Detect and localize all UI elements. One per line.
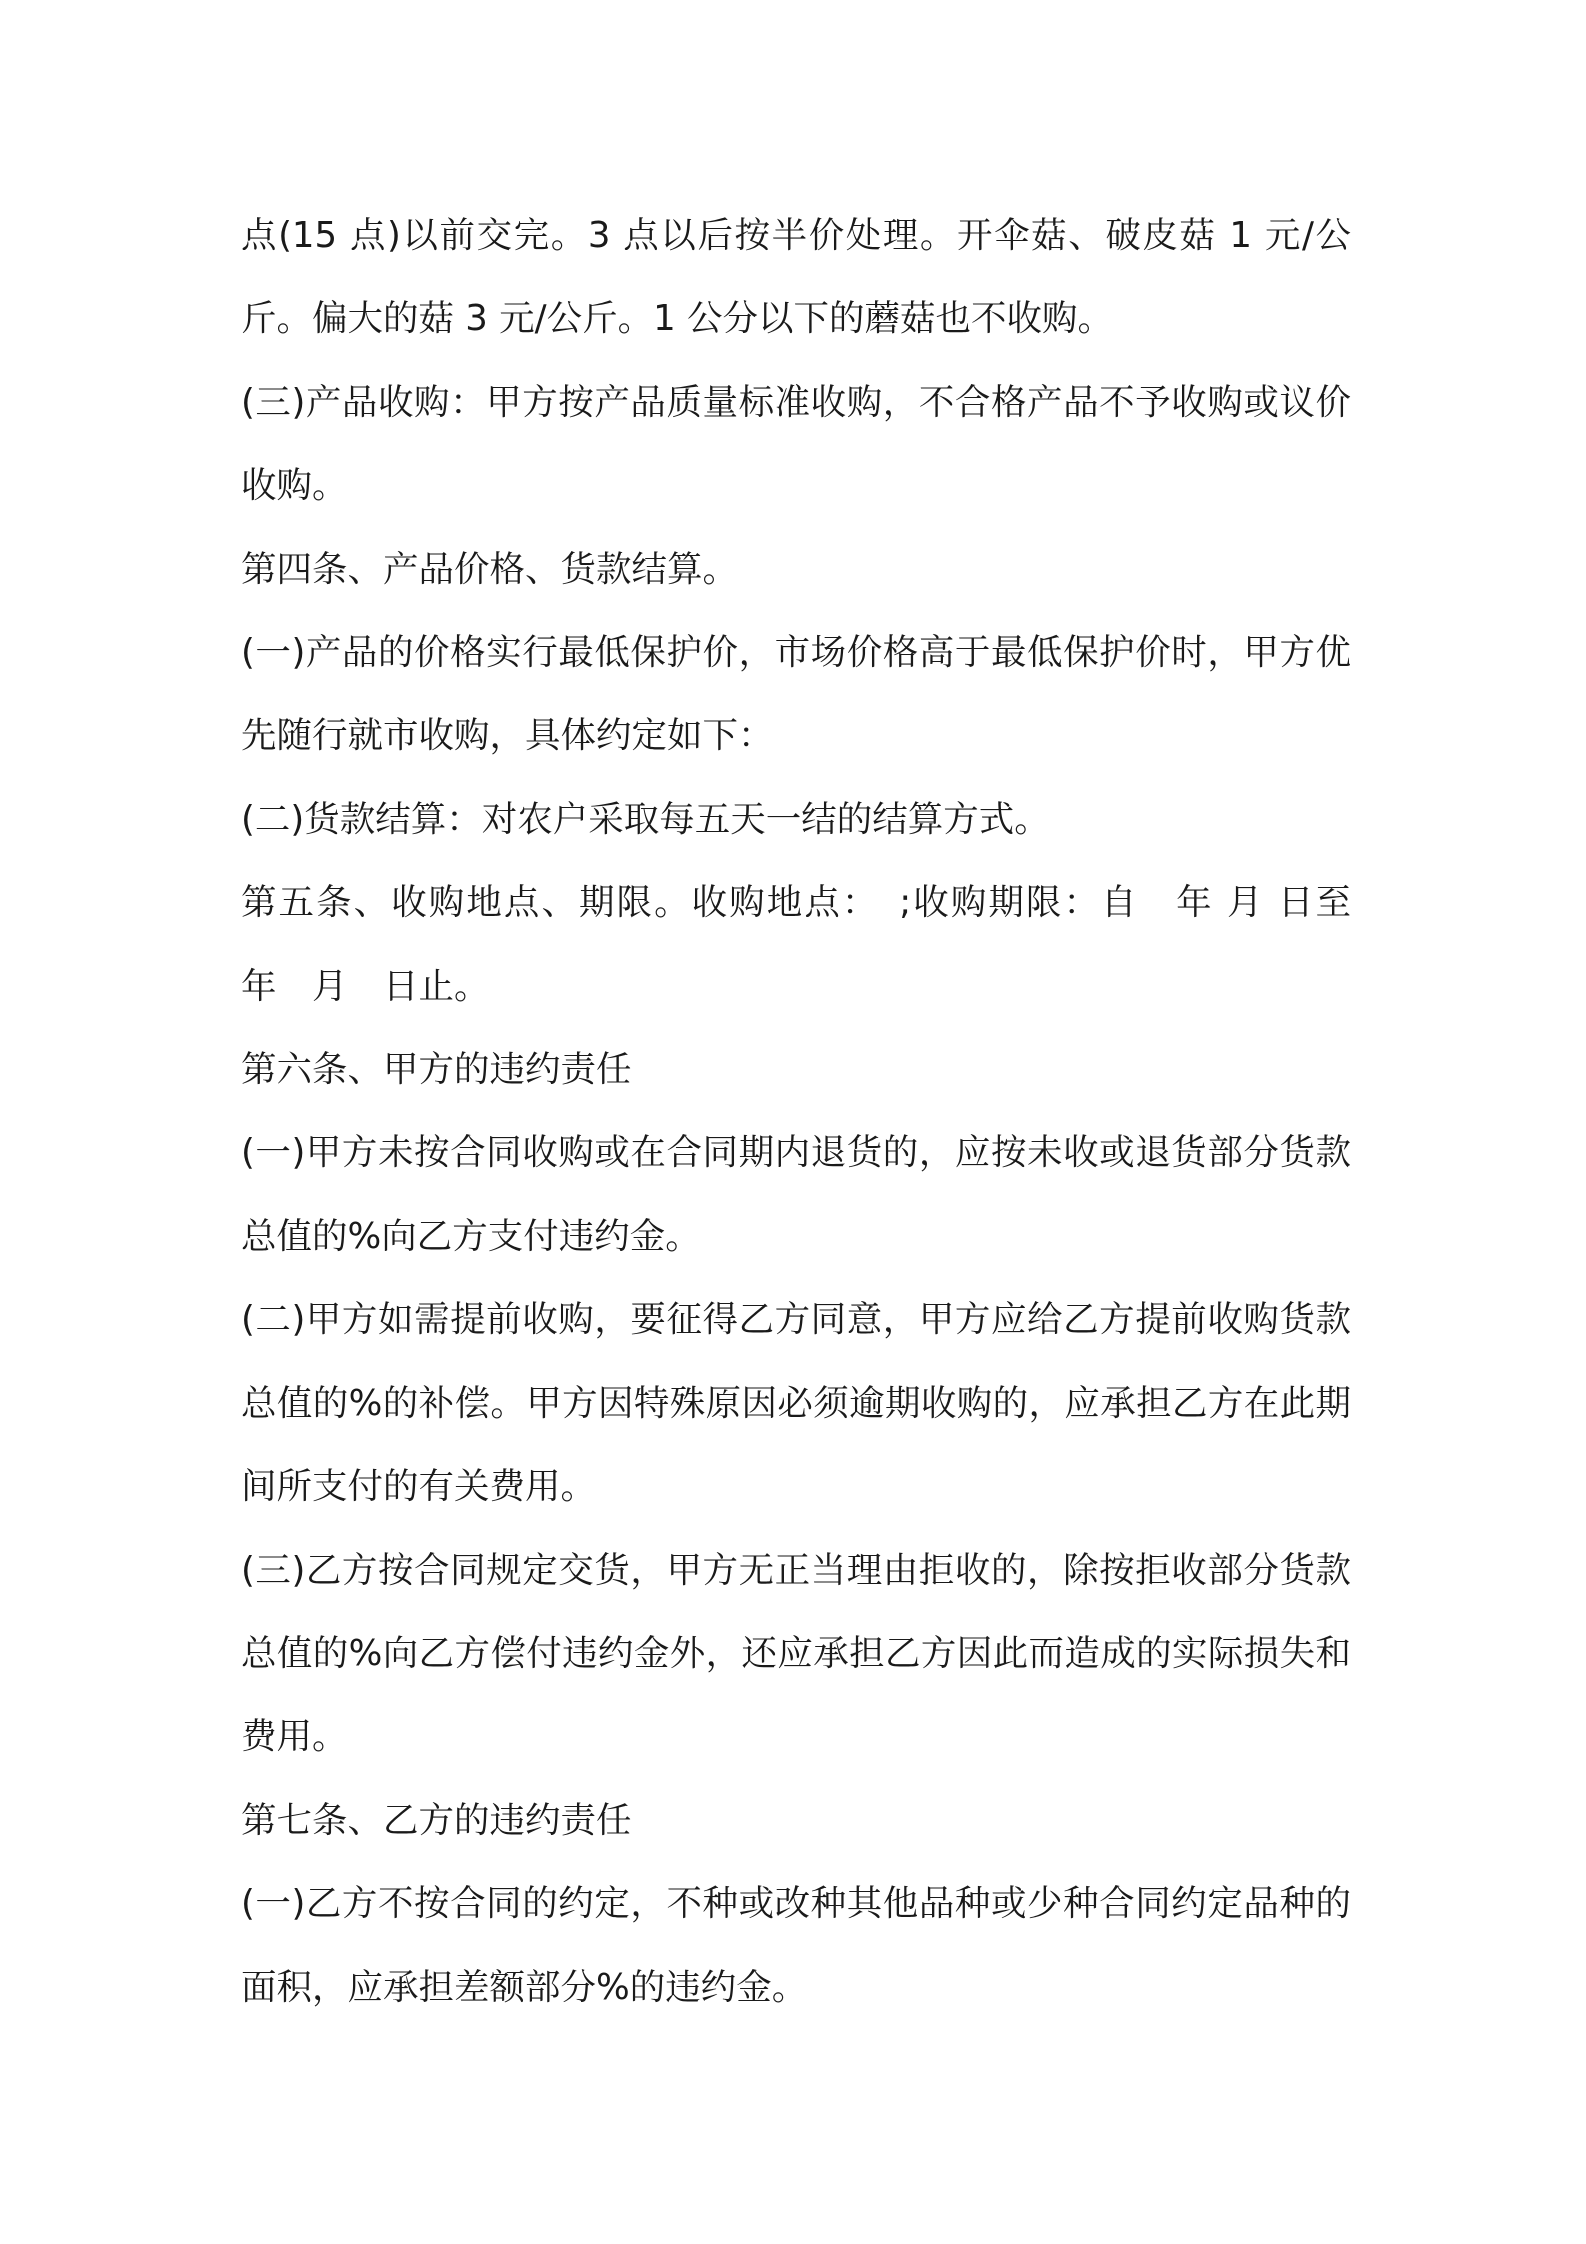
paragraph-payment-settlement: (二)货款结算：对农户采取每五天一结的结算方式。 xyxy=(241,798,1050,840)
paragraph-delivery-time: 点(15 点)以前交完。3 点以后按半价处理。开伞菇、破皮菇 1 元/公斤。偏大的菇 3 元/公斤。1 公分以下的蘑菇也不收购。 xyxy=(241,215,1351,340)
paragraph-product-price: (一)产品的价格实行最低保护价，市场价格高于最低保护价时，甲方优先随行就市收购，具体约定如下： xyxy=(241,632,1351,757)
paragraph-party-b-breach-1: (一)乙方不按合同的约定，不种或改种其他品种或少种合同约定品种的面积，应承担差额部分%的违约金。 xyxy=(241,1883,1351,2008)
paragraph-product-acquisition: (三)产品收购：甲方按产品质量标准收购，不合格产品不予收购或议价收购。 xyxy=(241,381,1351,507)
paragraph-party-a-breach-3: (三)乙方按合同规定交货，甲方无正当理由拒收的，除按拒收部分货款总值的%向乙方偿付违约金外，还应承担乙方因此而造成的实际损失和费用。 xyxy=(241,1549,1351,1758)
heading-article-7: 第七条、乙方的违约责任 xyxy=(241,1799,632,1841)
paragraph-party-a-breach-1: (一)甲方未按合同收购或在合同期内退货的，应按未收或退货部分货款总值的%向乙方支付违约金。 xyxy=(241,1132,1351,1257)
document-body xyxy=(241,194,1387,2029)
heading-article-4: 第四条、产品价格、货款结算。 xyxy=(241,548,739,590)
heading-article-6: 第六条、甲方的违约责任 xyxy=(241,1049,632,1091)
heading-article-5: 第五条、收购地点、期限。收购地点： ;收购期限：自 年 月 日至 年 月 日止。 xyxy=(241,882,1387,1007)
paragraph-party-a-breach-2: (二)甲方如需提前收购，要征得乙方同意，甲方应给乙方提前收购货款总值的%的补偿。甲方因特殊原因必须逾期收购的，应承担乙方在此期间所支付的有关费用。 xyxy=(241,1299,1351,1508)
